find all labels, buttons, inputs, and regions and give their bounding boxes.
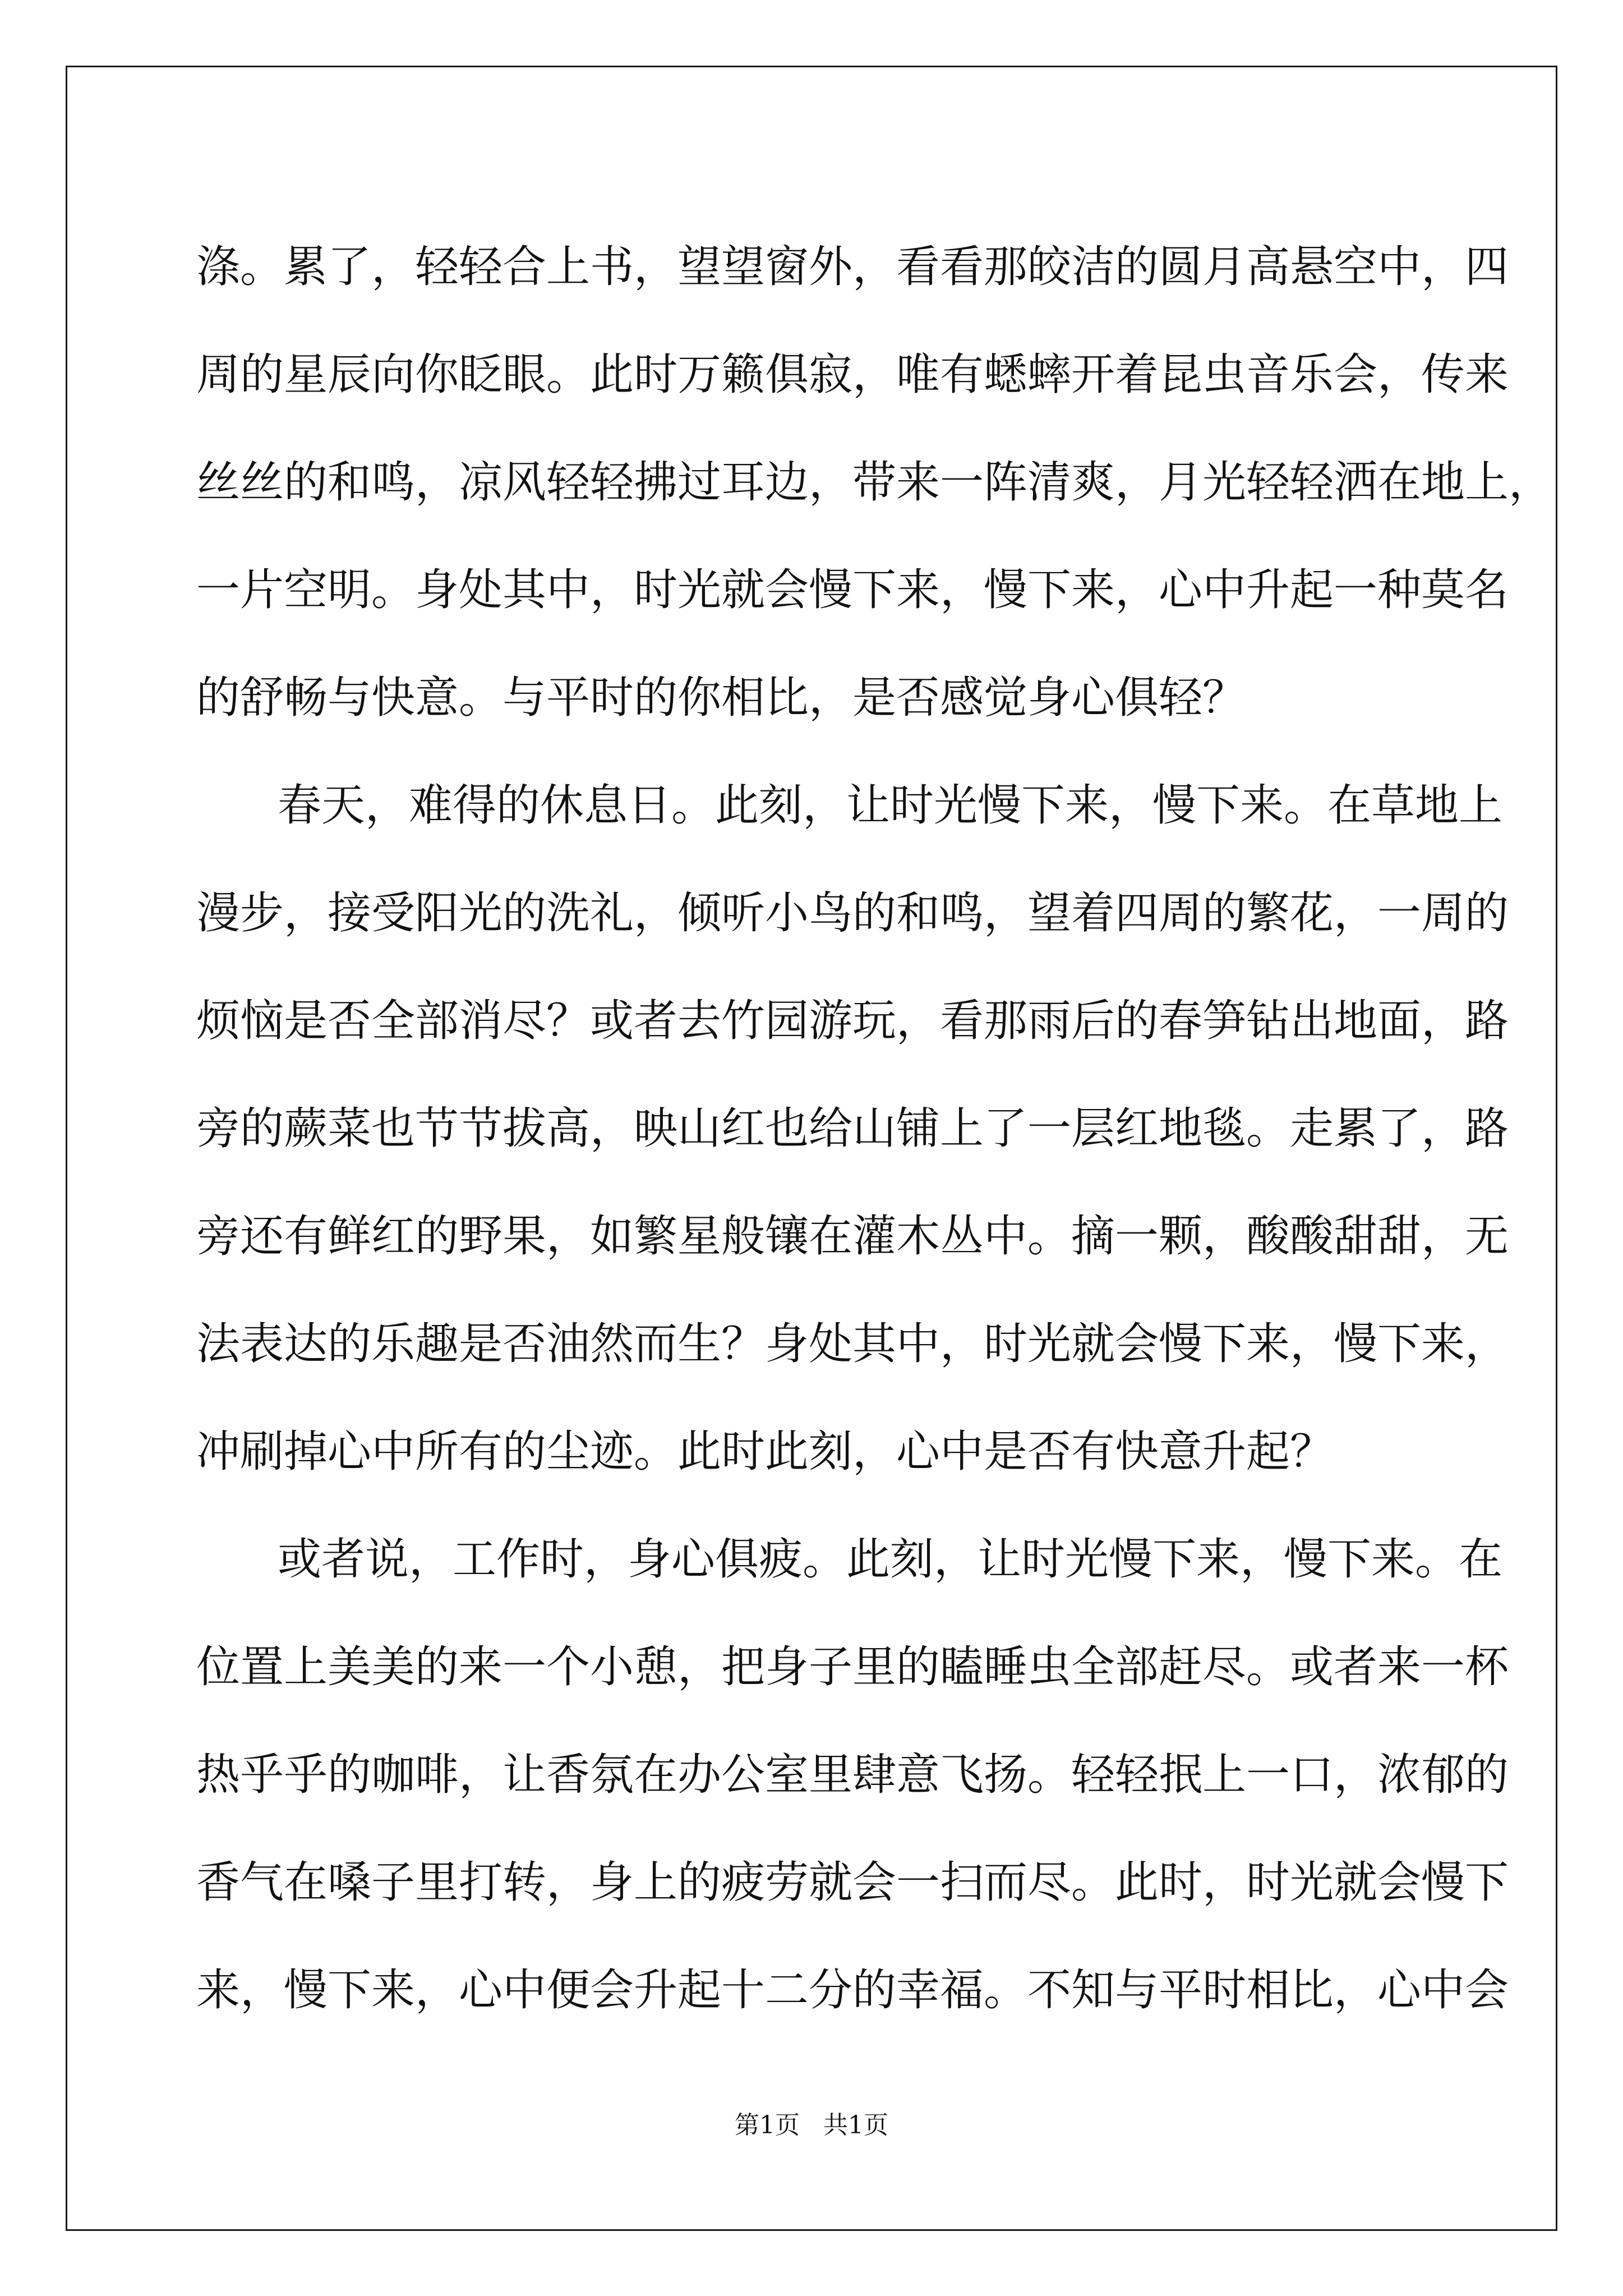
text-line: 法表达的乐趣是否油然而生？身处其中，时光就会慢下来，慢下来， (196, 1319, 1509, 1369)
paragraph-first-line: 春天，难得的休息日。此刻，让时光慢下来，慢下来。在草地上 (278, 780, 1503, 831)
document-body (196, 213, 1553, 2044)
page-number: 第1页 (735, 2111, 800, 2139)
paragraph-first-line: 或者说，工作时，身心俱疲。此刻，让时光慢下来，慢下来。在 (278, 1534, 1503, 1585)
text-line: 涤。累了，轻轻合上书，望望窗外，看看那皎洁的圆月高悬空中，四 (196, 242, 1509, 292)
text-line: 的舒畅与快意。与平时的你相比，是否感觉身心俱轻？ (196, 673, 1247, 723)
text-line: 漫步，接受阳光的洗礼，倾听小鸟的和鸣，望着四周的繁花，一周的 (196, 888, 1509, 938)
text-line: 热乎乎的咖啡，让香氛在办公室里肆意飞扬。轻轻抿上一口，浓郁的 (196, 1750, 1509, 1800)
text-line: 丝丝的和鸣，凉风轻轻拂过耳边，带来一阵清爽，月光轻轻洒在地上， (196, 457, 1553, 508)
text-line: 冲刷掉心中所有的尘迹。此时此刻，心中是否有快意升起？ (196, 1427, 1334, 1477)
text-line: 香气在嗓子里打转，身上的疲劳就会一扫而尽。此时，时光就会慢下 (196, 1857, 1509, 1908)
page-footer (0, 2105, 1623, 2141)
text-line: 旁还有鲜红的野果，如繁星般镶在灌木丛中。摘一颗，酸酸甜甜，无 (196, 1211, 1509, 1262)
text-line: 旁的蕨菜也节节拔高，映山红也给山铺上了一层红地毯。走累了，路 (196, 1103, 1509, 1154)
text-line: 一片空明。身处其中，时光就会慢下来，慢下来，心中升起一种莫名 (196, 565, 1509, 615)
text-line: 来，慢下来，心中便会升起十二分的幸福。不知与平时相比，心中会 (196, 1965, 1509, 2016)
text-line: 位置上美美的来一个小憩，把身子里的瞌睡虫全部赶尽。或者来一杯 (196, 1642, 1509, 1692)
page-count: 共1页 (823, 2111, 888, 2139)
text-line: 周的星辰向你眨眼。此时万籁俱寂，唯有蟋蟀开着昆虫音乐会，传来 (196, 349, 1509, 400)
text-line: 烦恼是否全部消尽？或者去竹园游玩，看那雨后的春笋钻出地面，路 (196, 996, 1509, 1046)
